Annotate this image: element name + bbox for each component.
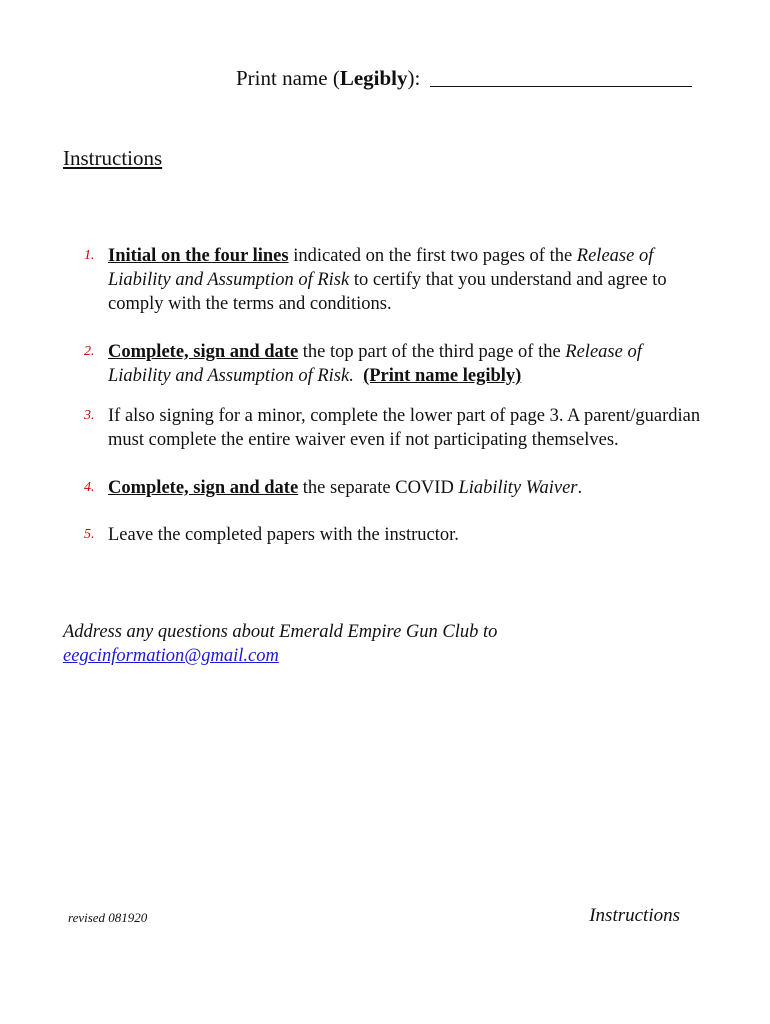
instruction-step-3 xyxy=(84,404,704,452)
step-number: 3. xyxy=(84,408,95,423)
step-text: . xyxy=(577,478,583,498)
page-heading: Instructions xyxy=(63,146,163,170)
step-text: to certify that you understand and agree to comply with the terms and conditions. xyxy=(108,270,667,314)
contact-address xyxy=(63,620,497,668)
instruction-step-4 xyxy=(84,476,704,500)
print-name-suffix: ): xyxy=(407,66,421,90)
instruction-step-1 xyxy=(84,244,704,316)
print-name-line xyxy=(236,66,692,91)
print-name-label: Print name ( xyxy=(236,66,340,90)
step-note: (Print name legibly) xyxy=(363,366,522,386)
instruction-step-2 xyxy=(84,340,704,388)
step-text: the top part of the third page of the xyxy=(298,342,566,362)
contact-text: Address any questions about Emerald Empire Gun Club to xyxy=(63,622,498,642)
step-number: 4. xyxy=(84,480,95,495)
step-document-title: Release of Liability and Assumption of Risk xyxy=(108,246,654,290)
step-document-title: Release of Liability and Assumption of Risk. xyxy=(108,342,642,386)
step-text: Leave the completed papers with the instructor. xyxy=(108,525,459,545)
step-lead: Initial on the four lines xyxy=(108,246,289,266)
footer-title: Instructions xyxy=(589,905,680,926)
instruction-list xyxy=(84,244,704,547)
step-number: 2. xyxy=(84,344,95,359)
revision-note: revised 081920 xyxy=(68,910,148,925)
contact-email-link[interactable]: eegcinformation@gmail.com xyxy=(63,646,279,666)
instruction-step-5 xyxy=(84,523,704,547)
step-text: indicated on the first two pages of the xyxy=(288,246,577,266)
step-document-title: Liability Waiver xyxy=(458,478,578,498)
step-lead: Complete, sign and date xyxy=(108,478,299,498)
step-text: the separate COVID xyxy=(298,478,459,498)
step-lead: Complete, sign and date xyxy=(108,342,299,362)
step-number: 1. xyxy=(84,248,95,263)
step-text: If also signing for a minor, complete the lower part of page 3. A parent/guardian must complete the entire waiver even if not participating themselves. xyxy=(108,406,701,450)
step-number: 5. xyxy=(84,527,95,542)
print-name-blank[interactable] xyxy=(430,85,692,87)
print-name-emphasis: Legibly xyxy=(339,66,408,90)
